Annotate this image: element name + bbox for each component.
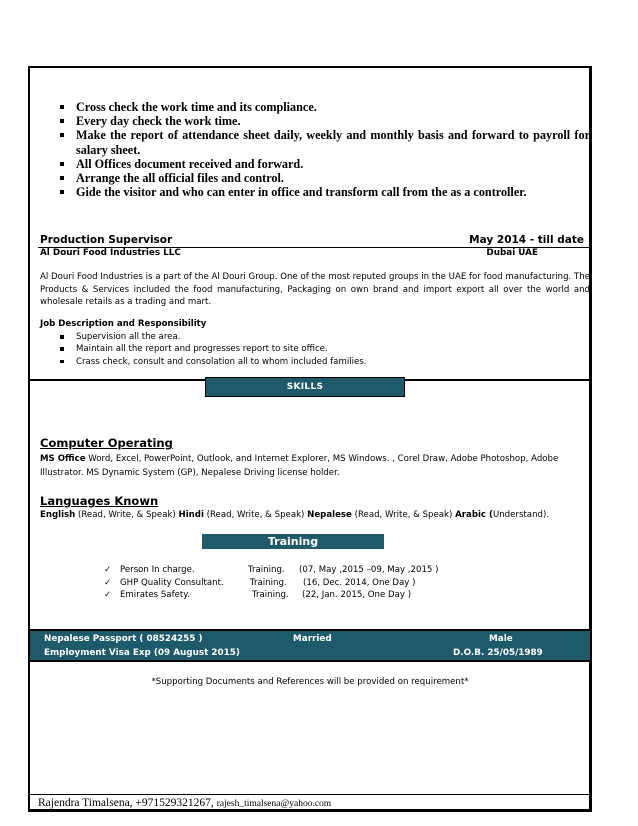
- list-item: ✓ GHP Quality Consultant. Training. (16, Dec. 2014, One Day ): [104, 577, 416, 588]
- square-bullet-icon: [60, 360, 64, 364]
- gender: Male: [489, 634, 513, 644]
- square-bullet-icon: [60, 162, 64, 166]
- list-item: ✓ Emirates Safety. Training. (22, Jan. 2015, One Day ): [104, 590, 412, 601]
- footer-contact: Rajendra Timalsena, +971529321267, rajesh_timalsena@yahoo.com: [38, 797, 332, 809]
- skills-section-header: SKILLS: [205, 377, 405, 397]
- company-description: Al Douri Food Industries is a part of the Al Douri Group. One of the most reputed groups in the UAE for food manufacturing. The Products & Services included the food manufacturing, Packaging on own brand and import export all over the world and wholesale retails as a trading and mart.: [40, 272, 590, 308]
- square-bullet-icon: [60, 190, 64, 194]
- check-icon: ✓: [104, 590, 112, 601]
- list-item: ✓ Person In charge. Training. (07, May ,2015 –09, May ,2015 ): [104, 565, 439, 575]
- divider: [30, 794, 590, 795]
- square-bullet-icon: [60, 176, 64, 180]
- passport-info: Nepalese Passport ( 08524255 ): [44, 634, 203, 644]
- computer-heading: Computer Operating: [40, 436, 173, 450]
- visa-info: Employment Visa Exp (09 August 2015): [44, 648, 240, 658]
- check-icon: ✓: [104, 577, 112, 588]
- square-bullet-icon: [60, 119, 64, 123]
- company-name: Al Douri Food Industries LLC: [40, 248, 181, 258]
- training-section-header: Training: [202, 534, 384, 549]
- list-item: Every day check the work time.: [60, 114, 590, 128]
- job-description-heading: Job Description and Responsibility: [40, 319, 207, 329]
- responsibility-list: [60, 331, 580, 368]
- list-item: Cross check the work time and its compliance.: [60, 100, 590, 114]
- company-location: Dubai UAE: [486, 248, 538, 258]
- list-item: Crass check, consult and consolation all to whom included families.: [60, 356, 580, 368]
- footnote: *Supporting Documents and References will be provided on requirement*: [151, 677, 469, 687]
- list-item: Gide the visitor and who can enter in office and transform call from the as a controller.: [60, 185, 590, 199]
- check-icon: ✓: [104, 565, 112, 575]
- job-title: Production Supervisor: [40, 234, 173, 246]
- marital-status: Married: [293, 634, 332, 644]
- languages-text: English (Read, Write, & Speak) Hindi (Read, Write, & Speak) Nepalese (Read, Write, & Speak) Arabic (Understand).: [40, 510, 550, 520]
- list-item: Arrange the all official files and control.: [60, 171, 590, 185]
- square-bullet-icon: [60, 105, 64, 109]
- job-date: May 2014 - till date: [469, 234, 584, 246]
- square-bullet-icon: [60, 133, 64, 137]
- list-item: Maintain all the report and progresses report to site office.: [60, 343, 580, 355]
- email-link[interactable]: rajesh_timalsena@yahoo.com: [216, 799, 332, 809]
- personal-info-box: [30, 629, 590, 662]
- date-of-birth: D.O.B. 25/05/1989: [453, 648, 543, 658]
- languages-heading: Languages Known: [40, 494, 159, 508]
- computer-skills-text: MS Office Word, Excel, PowerPoint, Outlook, and Internet Explorer, MS Windows. , Corel Draw, Adobe Photoshop, Adobe Illustrator. MS Dynamic System (GP), Nepalese Driving license holder.: [40, 454, 559, 478]
- list-item: Supervision all the area.: [60, 331, 580, 343]
- duties-list: [60, 100, 590, 199]
- training-list: [104, 564, 524, 602]
- square-bullet-icon: [60, 347, 64, 351]
- square-bullet-icon: [60, 335, 64, 339]
- list-item: All Offices document received and forward.: [60, 157, 590, 171]
- list-item: Make the report of attendance sheet daily, weekly and monthly basis and forward to payroll for salary sheet.: [60, 128, 590, 156]
